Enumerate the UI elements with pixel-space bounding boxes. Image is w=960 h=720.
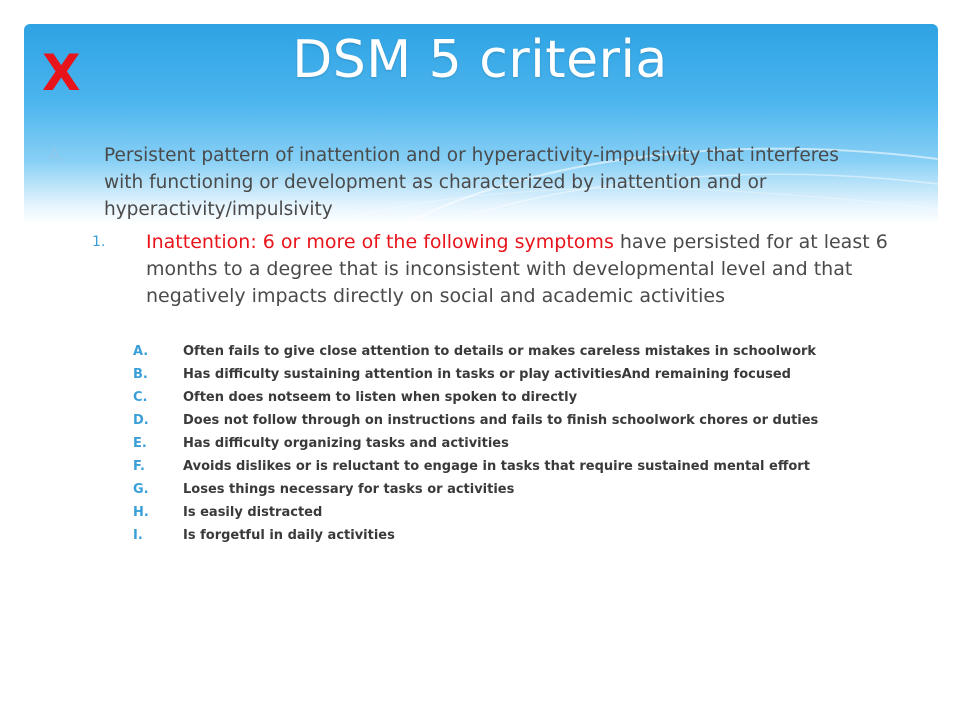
criterion-a-marker: A. bbox=[48, 145, 67, 166]
list-item bbox=[133, 365, 833, 388]
list-item-marker: G. bbox=[133, 482, 149, 497]
list-item-text: Avoids dislikes or is reluctant to engage in tasks that require sustained mental effort bbox=[183, 459, 810, 474]
inattention-criterion bbox=[92, 229, 892, 310]
inattention-marker: 1. bbox=[92, 234, 106, 250]
list-item-text: Often fails to give close attention to details or makes careless mistakes in schoolwork bbox=[183, 344, 817, 359]
red-x-icon: X bbox=[42, 44, 81, 102]
list-item-marker: B. bbox=[133, 367, 148, 382]
list-item bbox=[133, 342, 833, 365]
criterion-a bbox=[48, 142, 848, 223]
list-item-marker: D. bbox=[133, 413, 149, 428]
list-item-text: Has difficulty organizing tasks and activities bbox=[183, 436, 509, 451]
list-item-text: Loses things necessary for tasks or activities bbox=[183, 482, 515, 497]
list-item bbox=[133, 388, 833, 411]
list-item-text: Does not follow through on instructions and fails to finish schoolwork chores or duties bbox=[183, 413, 819, 428]
list-item-text: Has difficulty sustaining attention in tasks or play activitiesAnd remaining focused bbox=[183, 367, 791, 382]
list-item-marker: E. bbox=[133, 436, 147, 451]
inattention-highlight: Inattention: 6 or more of the following symptoms bbox=[146, 231, 614, 253]
list-item bbox=[133, 526, 833, 549]
list-item bbox=[133, 411, 833, 434]
list-item-marker: H. bbox=[133, 505, 149, 520]
list-item-text: Is forgetful in daily activities bbox=[183, 528, 395, 543]
symptom-list bbox=[133, 342, 833, 549]
list-item bbox=[133, 480, 833, 503]
criterion-a-text: Persistent pattern of inattention and or hyperactivity-impulsivity that interferes with functioning or development as characterized by inattention and or hyperactivity/impulsivity bbox=[104, 145, 839, 220]
slide-title: DSM 5 criteria bbox=[292, 30, 668, 90]
list-item bbox=[133, 457, 833, 480]
inattention-rest: have persisted for at least 6 months to a degree that is inconsistent with developmental level and that negatively impacts directly on social and academic activities bbox=[146, 231, 888, 307]
list-item-text: Often does notseem to listen when spoken to directly bbox=[183, 390, 578, 405]
list-item-marker: C. bbox=[133, 390, 148, 405]
list-item bbox=[133, 503, 833, 526]
list-item bbox=[133, 434, 833, 457]
list-item-marker: I. bbox=[133, 528, 143, 543]
inattention-text bbox=[146, 229, 892, 310]
list-item-marker: F. bbox=[133, 459, 145, 474]
list-item-marker: A. bbox=[133, 344, 149, 359]
list-item-text: Is easily distracted bbox=[183, 505, 323, 520]
